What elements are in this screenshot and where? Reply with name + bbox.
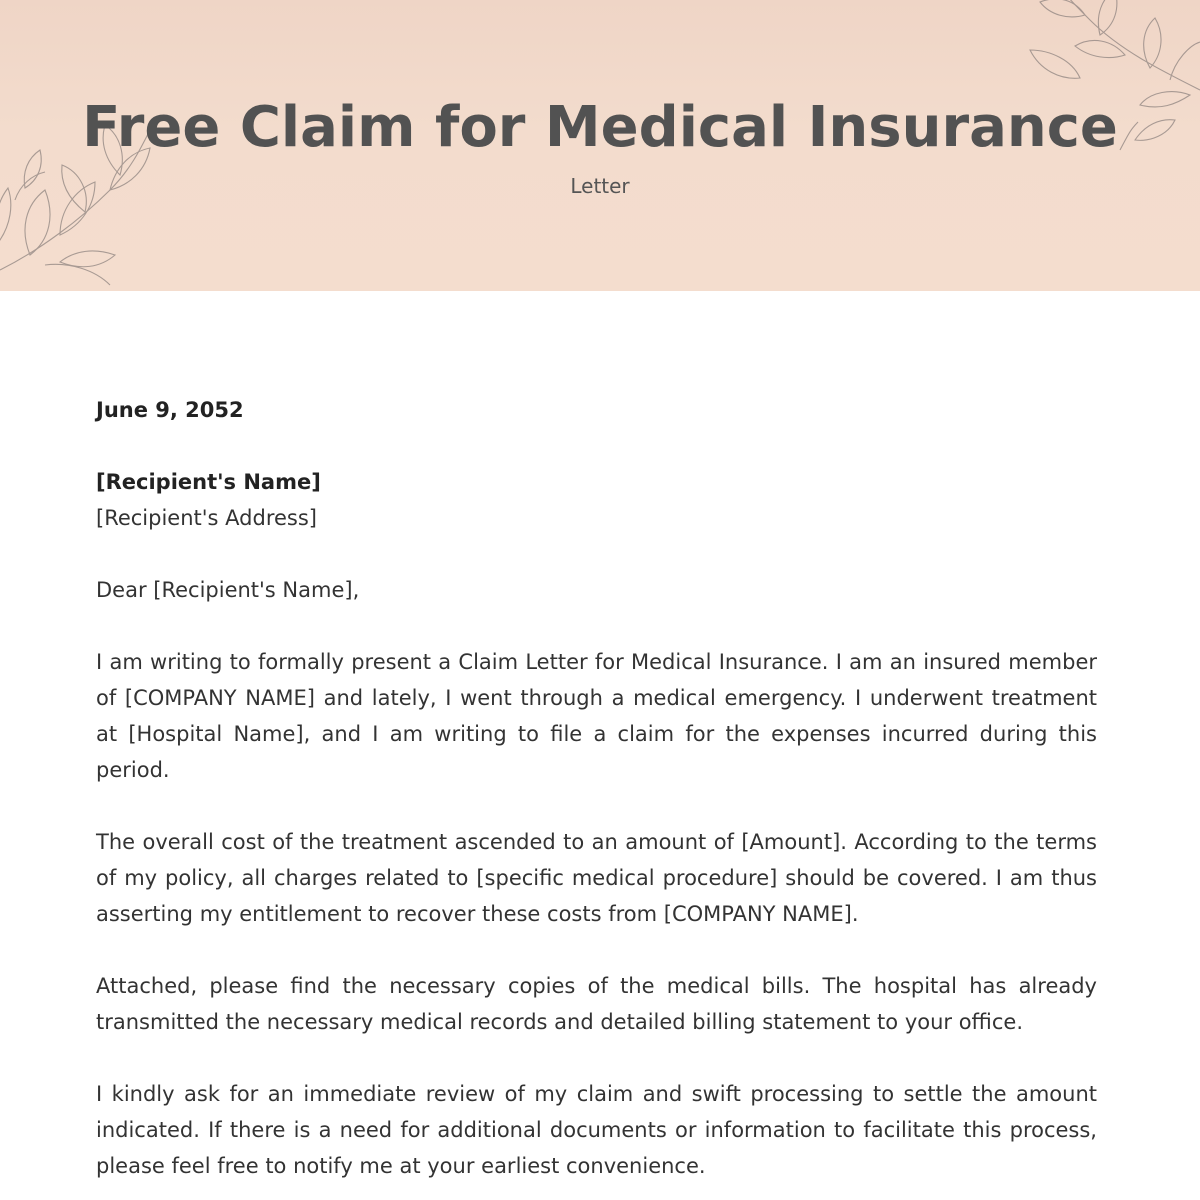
letter-date: June 9, 2052: [96, 398, 244, 422]
page-title: Free Claim for Medical Insurance: [82, 95, 1118, 160]
letter-body: [96, 392, 1097, 1184]
paragraph: I kindly ask for an immediate review of my claim and swift processing to settle the amount indicated. If there is a need for additional documents or information to facilitate this process, please feel free to notify me at your earliest convenience.: [96, 1082, 1097, 1178]
spacer: [96, 608, 1097, 644]
right-branch-stem: [1060, 0, 1200, 90]
spacer: [96, 788, 1097, 824]
spacer: [96, 1040, 1097, 1076]
paragraph: I am writing to formally present a Claim Letter for Medical Insurance. I am an insured member of [COMPANY NAME] and lately, I went through a medical emergency. I underwent treatment at [Hospital Name], and I am writing to file a claim for the expenses incurred during this period.: [96, 650, 1097, 782]
page-subtitle: Letter: [570, 174, 630, 198]
header-banner: [0, 0, 1200, 291]
recipient-name: [Recipient's Name]: [96, 470, 321, 494]
paragraph: The overall cost of the treatment ascended to an amount of [Amount]. According to the terms of my policy, all charges related to [specific medical procedure] should be covered. I am thus asserting my entitlement to recover these costs from [COMPANY NAME].: [96, 830, 1097, 926]
spacer: [96, 536, 1097, 572]
paragraph: Attached, please find the necessary copies of the medical bills. The hospital has already transmitted the necessary medical records and detailed billing statement to your office.: [96, 974, 1097, 1034]
spacer: [96, 932, 1097, 968]
recipient-address: [Recipient's Address]: [96, 506, 317, 530]
salutation: Dear [Recipient's Name],: [96, 578, 360, 602]
spacer: [96, 428, 1097, 464]
